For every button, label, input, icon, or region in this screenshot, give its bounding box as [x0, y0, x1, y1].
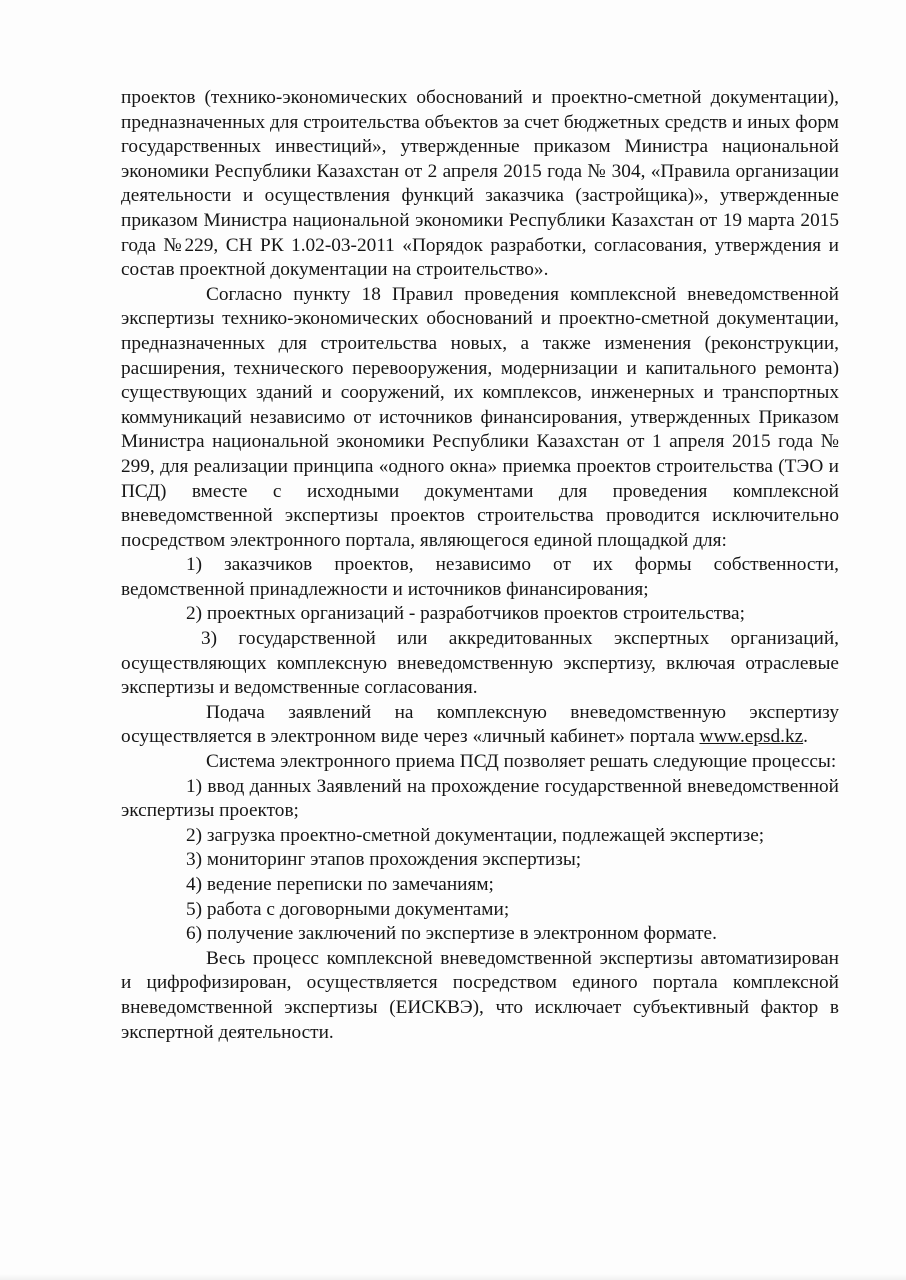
process-item: 1) ввод данных Заявлений на прохождение государственной вневедомственной экспертизы проектов;	[121, 775, 839, 822]
process-item: 6) получение заключений по экспертизе в электронном формате.	[186, 923, 717, 945]
system-intro: Система электронного приема ПСД позволяет решать следующие процессы:	[206, 751, 837, 773]
process-item: 3) мониторинг этапов прохождения экспертизы;	[186, 849, 582, 871]
paragraph-continuation: проектов (технико-экономических обоснований и проектно-сметной документации), предназначенных для строительства объектов за счет бюджетных средств и иных форм государственных инвестиций», утвержденные приказом Министра национальной экономики Республики Казахстан от 2 апреля 2015 года № 304, «Правила организации деятельности и осуществления функций заказчика (застройщика)», утвержденные приказом Министра национальной экономики Республики Казахстан от 19 марта 2015 года №229, СН РК 1.02-03-2011 «Порядок разработки, согласования, утверждения и состав проектной документации на строительство».	[121, 87, 839, 281]
process-item: 5) работа с договорными документами;	[186, 898, 510, 920]
document-body	[121, 86, 839, 1045]
portal-user-item: 3) государственной или аккредитованных экспертных организаций, осуществляющих комплексную вневедомственную экспертизу, включая отраслевые экспертизы и ведомственные согласования.	[121, 628, 839, 699]
submission-text: Подача заявлений на комплексную вневедомственную экспертизу осуществляется в электронном виде через «личный кабинет» портала	[121, 701, 839, 748]
submission-paragraph	[121, 701, 839, 750]
paragraph-rule-18: Согласно пункту 18 Правил проведения комплексной вневедомственной экспертизы технико-экономических обоснований и проектно-сметной документации, предназначенных для строительства новых, а также изменения (реконструкции, расширения, технического перевооружения, модернизации и капитального ремонта) существующих зданий и сооружений, их комплексов, инженерных и транспортных коммуникаций независимо от источников финансирования, утвержденных Приказом Министра национальной экономики Республики Казахстан от 1 апреля 2015 года № 299, для реализации принципа «одного окна» приемка проектов строительства (ТЭО и ПСД) вместе с исходными документами для проведения комплексной вневедомственной экспертизы проектов строительства проводится исключительно посредством электронного портала, являющегося единой площадкой для:	[121, 283, 839, 551]
scan-edge-shadow	[0, 1274, 906, 1280]
portal-link[interactable]: www.epsd.kz	[699, 726, 804, 748]
conclusion-paragraph: Весь процесс комплексной вневедомственной экспертизы автоматизирован и цифрофизирован, осуществляется посредством единого портала комплексной вневедомственной экспертизы (ЕИСКВЭ), что исключает субъективный фактор в экспертной деятельности.	[121, 947, 839, 1043]
submission-end: .	[803, 726, 808, 748]
process-item: 2) загрузка проектно-сметной документации, подлежащей экспертизе;	[186, 824, 765, 846]
process-item: 4) ведение переписки по замечаниям;	[186, 874, 494, 895]
portal-user-item: 1) заказчиков проектов, независимо от их формы собственности, ведомственной принадлежности и источников финансирования;	[121, 554, 839, 600]
portal-user-item: 2) проектных организаций - разработчиков проектов строительства;	[186, 603, 745, 625]
